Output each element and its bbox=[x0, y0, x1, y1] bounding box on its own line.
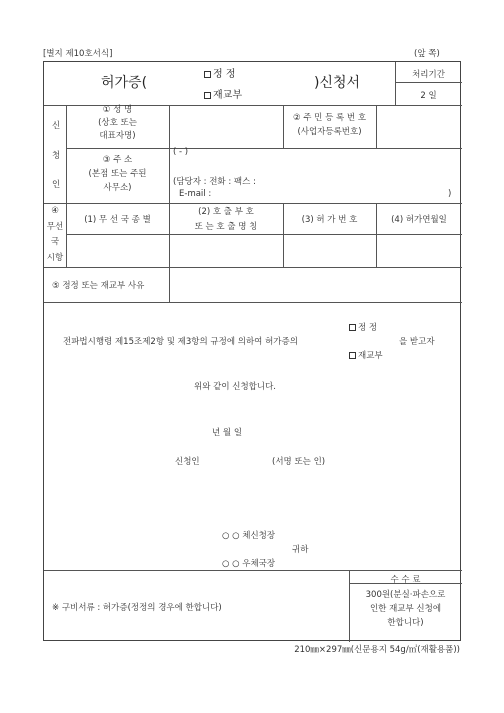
phone-format: ( - ) bbox=[173, 147, 189, 157]
station-group-1: ④ bbox=[51, 206, 59, 216]
checkbox-icon[interactable] bbox=[349, 324, 356, 331]
station-col-callsign-1: (2) 호 출 부 호 bbox=[198, 207, 254, 217]
address-label-1: ③ 주 소 bbox=[102, 155, 133, 165]
name-field[interactable] bbox=[170, 106, 282, 147]
applicant-group-2: 청 bbox=[52, 151, 61, 161]
contact-line: (담당자 : 전화 : 팩스 : bbox=[173, 177, 256, 187]
signer-label: 신청인 bbox=[175, 457, 200, 467]
fee-text-1: 300원(분실·파손으로 bbox=[365, 590, 446, 600]
attachments-note: ※ 구비서류 : 허가증(정정의 경우에 한합니다) bbox=[52, 603, 222, 613]
name-label-2: (상호 또는 bbox=[98, 118, 137, 128]
title-option-reissue: 재교부 bbox=[204, 86, 242, 101]
station-col-license-date: (4) 허가연월일 bbox=[391, 215, 447, 225]
email-line: E-mail : bbox=[179, 189, 212, 199]
processing-period-label: 처리기간 bbox=[412, 70, 445, 80]
address-label-3: 사무소) bbox=[103, 183, 132, 193]
recipient-1: ○ ○ 체신청장 bbox=[222, 531, 276, 541]
station-type-field[interactable] bbox=[67, 235, 168, 266]
fee-text-2: 인한 재교부 신청에 bbox=[369, 604, 442, 614]
paper-spec: 210㎜×297㎜(신문용지 54g/㎡(재활용품)) bbox=[294, 645, 460, 655]
request-text: 위와 같이 신청합니다. bbox=[194, 382, 277, 392]
station-group-2: 무선 bbox=[46, 222, 64, 232]
station-group-3: 국 bbox=[50, 237, 60, 247]
fee-label: 수 수 료 bbox=[390, 575, 421, 585]
reason-field[interactable] bbox=[170, 268, 461, 301]
address-field[interactable] bbox=[170, 160, 460, 174]
title-left: 허가증( bbox=[101, 75, 148, 91]
name-label-1: ① 성 명 bbox=[102, 105, 133, 115]
station-col-type: (1) 무 선 국 종 별 bbox=[84, 215, 151, 225]
body-option-correction: 정 정 bbox=[349, 321, 377, 333]
resident-no-label-1: ② 주 민 등 록 번 호 bbox=[292, 113, 367, 123]
signer-note: (서명 또는 인) bbox=[272, 457, 326, 467]
applicant-group-1: 신 bbox=[52, 121, 61, 131]
form-number: [별지 제10호서식] bbox=[43, 49, 113, 59]
station-license-no-field[interactable] bbox=[284, 235, 375, 266]
body-sentence: 전파법시행령 제15조제2항 및 제3항의 규정에 의하여 허가증의 bbox=[63, 337, 298, 347]
checkbox-icon[interactable] bbox=[349, 352, 356, 359]
station-col-callsign-2: 또 는 호 출 명 칭 bbox=[194, 222, 258, 232]
body-sentence-end: 을 받고자 bbox=[399, 337, 435, 347]
reason-label: ⑤ 정정 또는 재교부 사유 bbox=[52, 281, 145, 291]
applicant-group-3: 인 bbox=[52, 180, 61, 190]
title-option-correction: 정 정 bbox=[204, 65, 236, 80]
body-option-reissue: 재교부 bbox=[349, 349, 383, 361]
station-group-4: 시항 bbox=[46, 253, 64, 263]
name-label-3: 대표자명) bbox=[99, 131, 136, 141]
page-side: (앞 쪽) bbox=[414, 49, 440, 59]
contact-close: ) bbox=[448, 189, 452, 199]
recipient-2: ○ ○ 우체국장 bbox=[222, 559, 276, 569]
date-line: 년 월 일 bbox=[212, 428, 243, 438]
checkbox-icon[interactable] bbox=[204, 71, 211, 78]
fee-text-3: 한합니다) bbox=[387, 618, 424, 628]
form-frame bbox=[43, 61, 461, 641]
title-right: )신청서 bbox=[314, 75, 361, 91]
station-callsign-field[interactable] bbox=[170, 235, 282, 266]
honorific: 귀하 bbox=[292, 545, 309, 555]
address-label-2: (본점 또는 주된 bbox=[88, 169, 147, 179]
resident-no-label-2: (사업자등록번호) bbox=[297, 127, 362, 137]
station-license-date-field[interactable] bbox=[377, 235, 461, 266]
resident-no-field[interactable] bbox=[377, 106, 461, 147]
station-col-license-no: (3) 허 가 번 호 bbox=[301, 215, 358, 225]
checkbox-icon[interactable] bbox=[204, 92, 211, 99]
processing-period-value: 2 일 bbox=[420, 91, 437, 101]
